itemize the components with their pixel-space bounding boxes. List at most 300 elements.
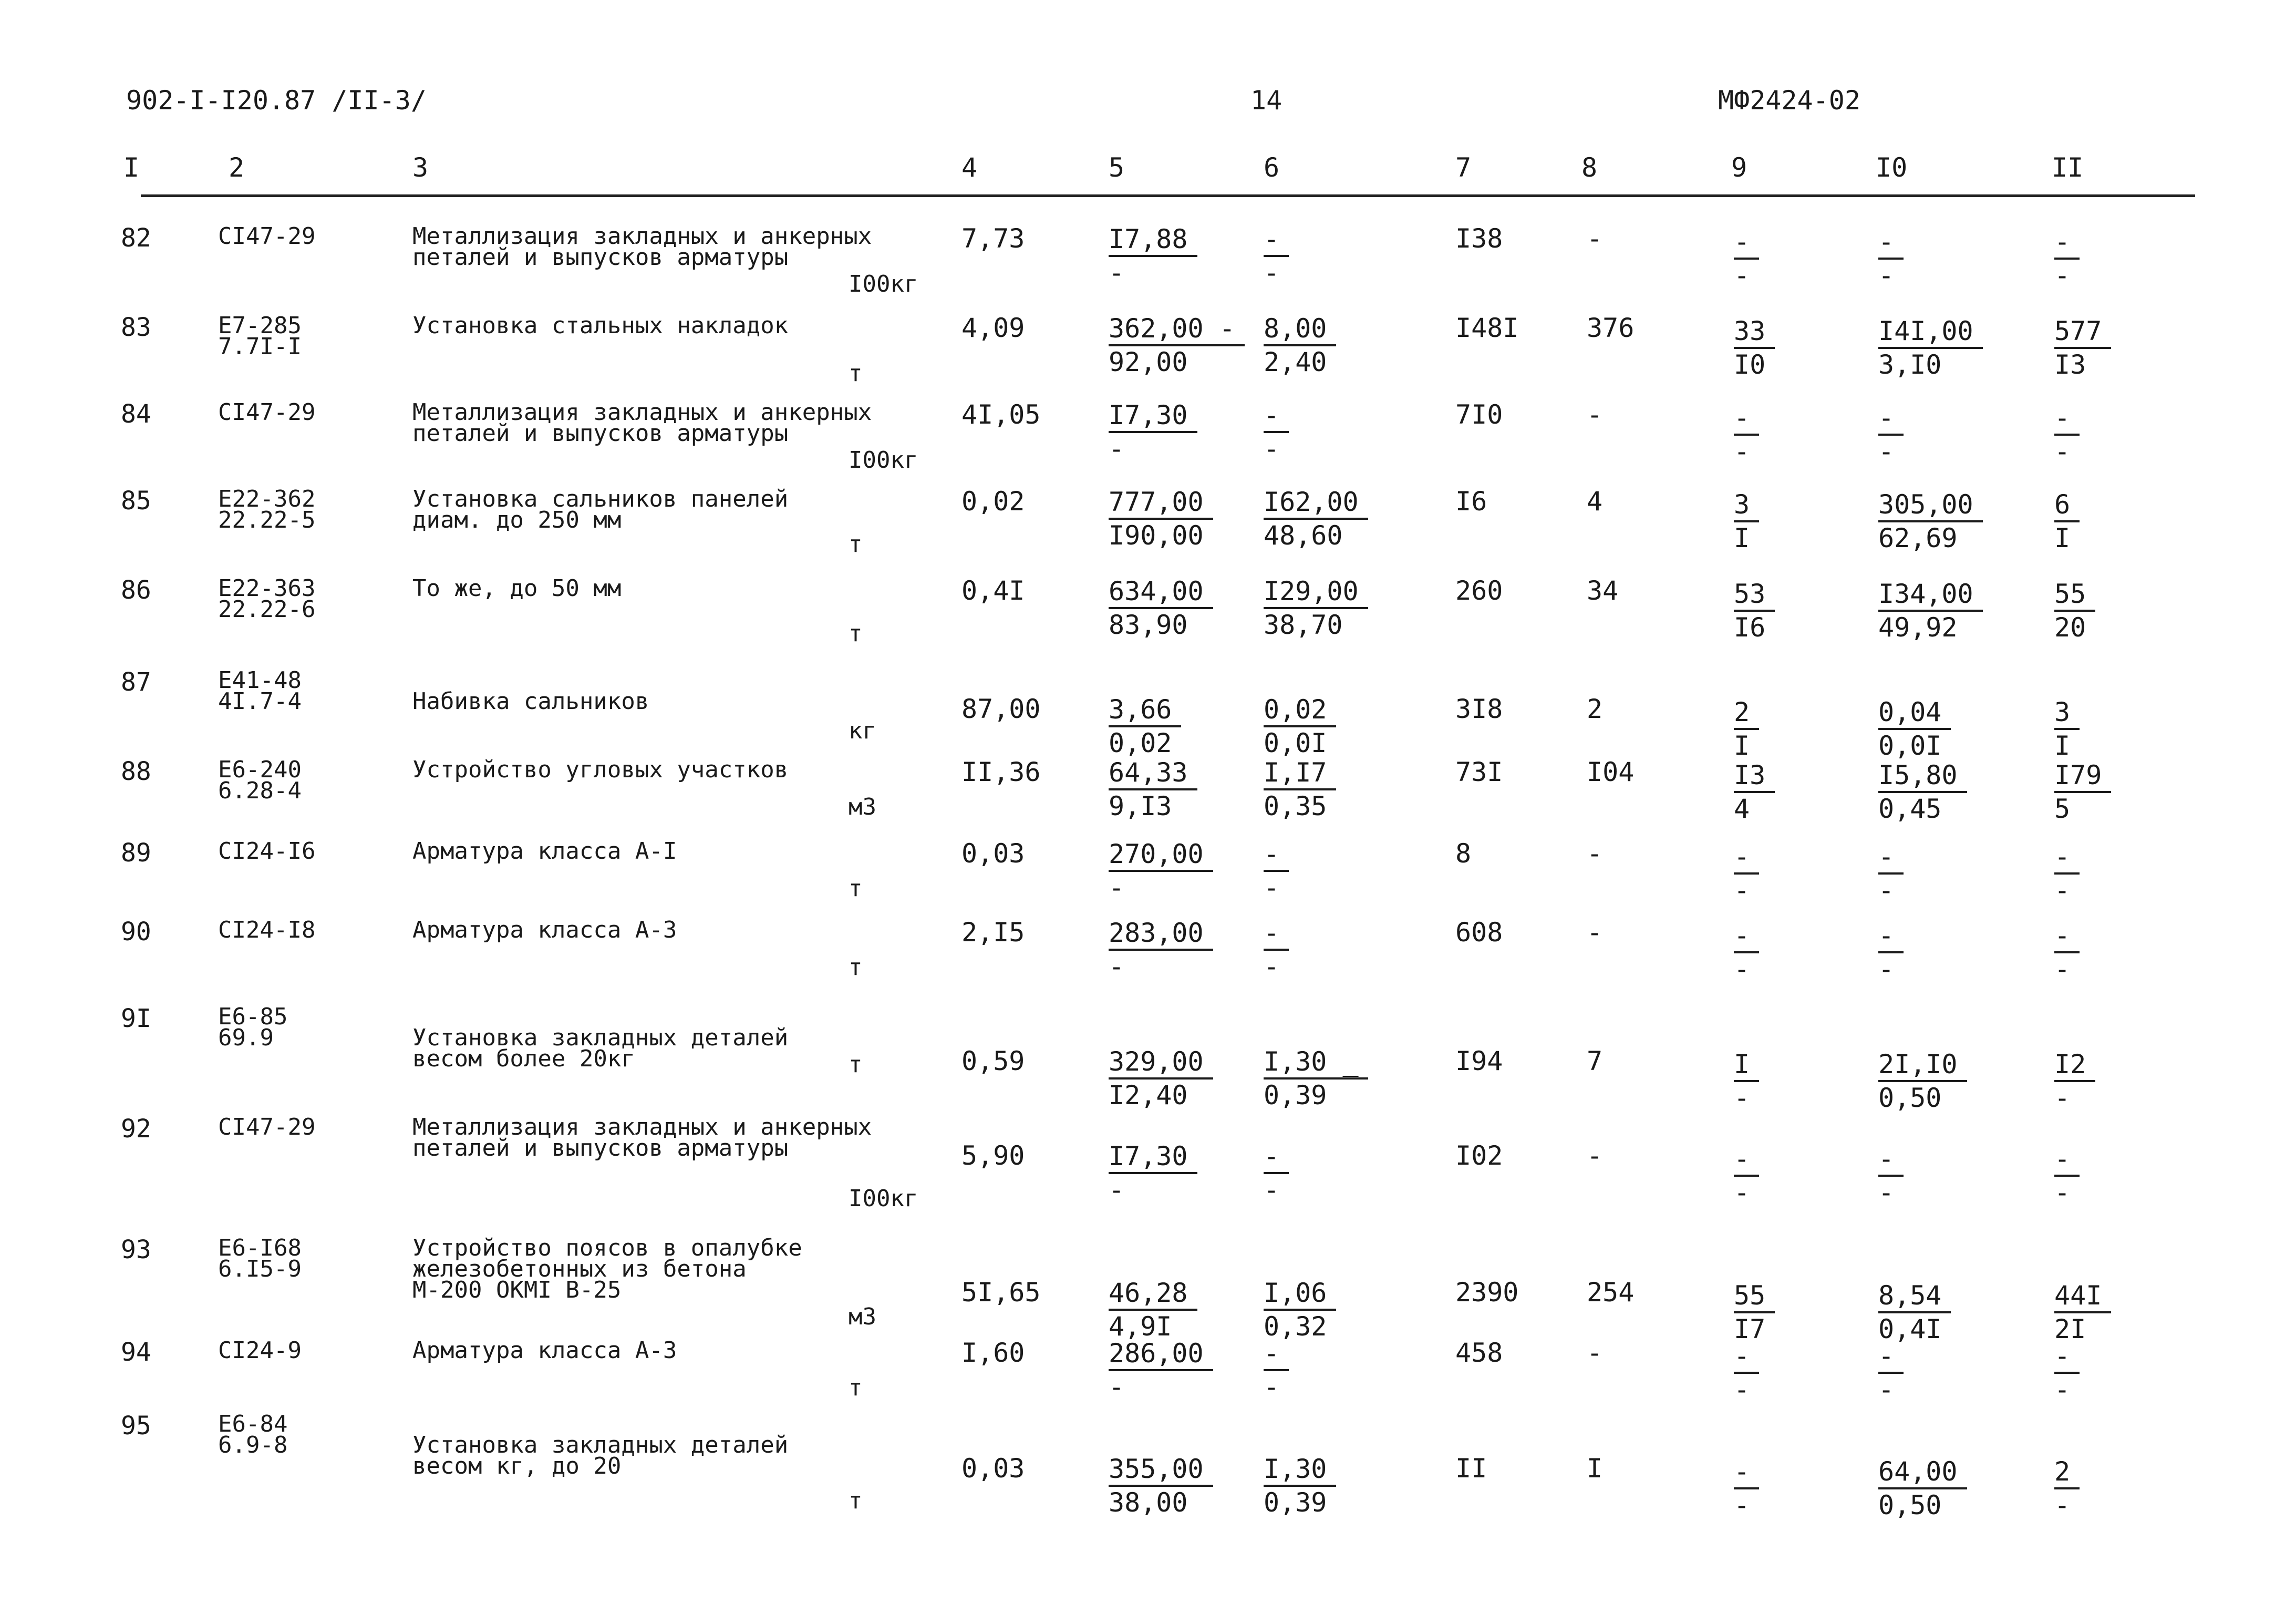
machine-cost-bottom: - xyxy=(1734,260,1750,291)
row-number: 87 xyxy=(121,667,151,697)
work-description xyxy=(412,399,872,447)
machine-cost xyxy=(1734,1456,1759,1521)
total-cost: I02 xyxy=(1455,1140,1503,1171)
item-code-line: E22-362 xyxy=(218,486,316,512)
wages-total: I xyxy=(1587,1453,1603,1484)
unit-cost-bottom: - xyxy=(1109,951,1125,982)
material-cost-top: 64,00 xyxy=(1878,1456,1967,1489)
unit-cost-top: 777,00 xyxy=(1109,486,1213,520)
total-cost: II xyxy=(1455,1453,1487,1484)
item-code-line: 22.22-5 xyxy=(218,507,316,533)
overhead-cost xyxy=(2054,1456,2080,1521)
material-cost-top: - xyxy=(1878,841,1904,875)
row-number: 95 xyxy=(121,1411,151,1441)
labor-cost xyxy=(1264,575,1368,641)
col-header-5: 5 xyxy=(1109,152,1125,183)
machine-cost xyxy=(1734,1280,1775,1345)
work-description-line: весом кг, до 20 xyxy=(412,1453,622,1479)
unit-of-measure: т xyxy=(849,360,863,387)
work-description xyxy=(412,486,789,533)
unit-cost-top: 3,66 xyxy=(1109,694,1181,727)
labor-cost xyxy=(1264,694,1336,759)
machine-cost-bottom: - xyxy=(1734,1177,1750,1208)
total-cost: 260 xyxy=(1455,575,1503,606)
material-cost xyxy=(1878,489,1983,554)
overhead-cost-top: 3 xyxy=(2054,696,2080,730)
machine-cost xyxy=(1734,578,1775,643)
item-code-line: E6-84 xyxy=(218,1411,288,1437)
overhead-cost-bottom: I xyxy=(2054,731,2071,761)
item-code-line: E6-85 xyxy=(218,1003,288,1030)
machine-cost xyxy=(1734,920,1759,985)
labor-cost-top: 0,02 xyxy=(1264,694,1336,727)
work-description-line: Устройство угловых участков xyxy=(412,756,789,783)
machine-cost-top: - xyxy=(1734,402,1759,436)
col-header-4: 4 xyxy=(961,152,978,183)
unit-cost-top: 286,00 xyxy=(1109,1338,1213,1371)
unit-of-measure: I00кг xyxy=(849,1185,918,1212)
material-cost-top: 8,54 xyxy=(1878,1280,1951,1313)
wages-total: - xyxy=(1587,399,1603,430)
unit-cost-bottom: - xyxy=(1109,434,1125,464)
work-description-line: петалей и выпусков арматуры xyxy=(412,1135,789,1161)
machine-cost-bottom: 4 xyxy=(1734,794,1750,824)
overhead-cost xyxy=(2054,1143,2080,1208)
work-description-line: Арматура класса А-3 xyxy=(412,917,677,943)
overhead-cost-bottom: I3 xyxy=(2054,349,2086,380)
total-cost: 73I xyxy=(1455,757,1503,787)
material-cost xyxy=(1878,920,1904,985)
total-cost: 2390 xyxy=(1455,1277,1519,1308)
wages-total: - xyxy=(1587,1140,1603,1171)
labor-cost-bottom: 0,39 xyxy=(1264,1080,1327,1111)
work-description-line: М-200 ОКМI В-25 xyxy=(412,1277,622,1303)
unit-cost-bottom: 9,I3 xyxy=(1109,791,1172,821)
item-code-line: E6-I68 xyxy=(218,1235,302,1261)
labor-cost-bottom: - xyxy=(1264,1175,1280,1205)
material-cost-bottom: - xyxy=(1878,436,1895,467)
overhead-cost-top: - xyxy=(2054,1143,2080,1177)
overhead-cost xyxy=(2054,226,2080,291)
material-cost-top: - xyxy=(1878,402,1904,436)
item-code-line: CI24-I8 xyxy=(218,917,316,943)
unit-cost-top: 362,00 - xyxy=(1109,313,1245,346)
overhead-cost-bottom: - xyxy=(2054,1374,2071,1405)
unit-cost xyxy=(1109,1338,1213,1403)
work-description-line: Устройство поясов в опалубке xyxy=(412,1235,802,1261)
machine-cost-bottom: I xyxy=(1734,731,1750,761)
labor-cost-bottom: - xyxy=(1264,1372,1280,1402)
wages-total: - xyxy=(1587,1338,1603,1368)
item-code xyxy=(218,575,316,623)
row-number: 90 xyxy=(121,917,151,947)
work-description xyxy=(412,223,872,271)
overhead-cost-bottom: I xyxy=(2054,523,2071,553)
unit-of-measure: т xyxy=(849,954,863,981)
labor-cost-top: I,06 xyxy=(1264,1277,1336,1311)
unit-of-measure: т xyxy=(849,531,863,558)
unit-of-measure: м3 xyxy=(849,1303,876,1330)
unit-cost-bottom: 92,00 xyxy=(1109,347,1188,377)
material-cost xyxy=(1878,1456,1967,1521)
sheet-code: МФ2424-02 xyxy=(1718,85,1860,116)
wages-total: 34 xyxy=(1587,575,1619,606)
total-cost: 458 xyxy=(1455,1338,1503,1368)
material-cost-bottom: - xyxy=(1878,1177,1895,1208)
unit-cost xyxy=(1109,694,1181,759)
wages-total: - xyxy=(1587,917,1603,948)
row-number: 82 xyxy=(121,223,151,253)
machine-cost-top: 33 xyxy=(1734,315,1775,349)
material-cost-top: I5,80 xyxy=(1878,759,1967,793)
unit-cost xyxy=(1109,223,1197,289)
material-cost-bottom: 0,50 xyxy=(1878,1490,1942,1520)
labor-cost-top: I29,00 xyxy=(1264,575,1368,609)
labor-cost-bottom: 0,32 xyxy=(1264,1311,1327,1342)
col-header-2: 2 xyxy=(229,152,245,183)
unit-of-measure: I00кг xyxy=(849,271,918,297)
item-code-line: E22-363 xyxy=(218,575,316,602)
overhead-cost xyxy=(2054,841,2080,906)
material-cost xyxy=(1878,696,1951,762)
material-cost-bottom: 0,50 xyxy=(1878,1083,1942,1113)
material-cost-bottom: - xyxy=(1878,954,1895,984)
material-cost-bottom: 0,4I xyxy=(1878,1314,1942,1344)
labor-cost xyxy=(1264,223,1289,289)
machine-cost-bottom: - xyxy=(1734,1083,1750,1113)
labor-cost xyxy=(1264,313,1336,378)
overhead-cost-bottom: - xyxy=(2054,260,2071,291)
material-cost-top: I34,00 xyxy=(1878,578,1983,612)
quantity: 0,02 xyxy=(961,486,1025,517)
col-header-11: II xyxy=(2052,152,2084,183)
unit-of-measure: т xyxy=(849,1487,863,1514)
total-cost: I38 xyxy=(1455,223,1503,254)
labor-cost-top: I62,00 xyxy=(1264,486,1368,520)
work-description-line: Арматура класса А-3 xyxy=(412,1337,677,1364)
wages-total: 376 xyxy=(1587,313,1635,343)
wages-total: - xyxy=(1587,838,1603,869)
labor-cost-bottom: 0,35 xyxy=(1264,791,1327,821)
work-description xyxy=(412,312,789,339)
unit-cost-bottom: - xyxy=(1109,1175,1125,1205)
machine-cost-top: - xyxy=(1734,1340,1759,1374)
item-code xyxy=(218,1114,316,1140)
work-description xyxy=(412,917,677,943)
machine-cost-top: - xyxy=(1734,841,1759,875)
item-code-line: 22.22-6 xyxy=(218,596,316,623)
row-number: 84 xyxy=(121,399,151,429)
unit-cost-top: 46,28 xyxy=(1109,1277,1197,1311)
overhead-cost-top: I79 xyxy=(2054,759,2111,793)
item-code-line: E41-48 xyxy=(218,667,302,694)
total-cost: 8 xyxy=(1455,838,1472,869)
labor-cost xyxy=(1264,399,1289,465)
machine-cost-top: - xyxy=(1734,920,1759,953)
item-code xyxy=(218,1337,302,1364)
total-cost: 7I0 xyxy=(1455,399,1503,430)
row-number: 88 xyxy=(121,757,151,786)
work-description-line: Металлизация закладных и анкерных xyxy=(412,1114,872,1140)
item-code-line: 6.I5-9 xyxy=(218,1256,302,1282)
quantity: 5,90 xyxy=(961,1140,1025,1171)
labor-cost-bottom: - xyxy=(1264,872,1280,903)
quantity: 0,03 xyxy=(961,838,1025,869)
machine-cost xyxy=(1734,489,1759,554)
item-code-line: 6.9-8 xyxy=(218,1432,288,1458)
material-cost-top: - xyxy=(1878,226,1904,260)
machine-cost-top: - xyxy=(1734,1143,1759,1177)
quantity: I,60 xyxy=(961,1338,1025,1368)
work-description xyxy=(412,1432,789,1479)
overhead-cost-bottom: - xyxy=(2054,1177,2071,1208)
wages-total: I04 xyxy=(1587,757,1635,787)
row-number: 9I xyxy=(121,1004,151,1033)
machine-cost-top: 55 xyxy=(1734,1280,1775,1313)
labor-cost-bottom: 48,60 xyxy=(1264,520,1343,551)
overhead-cost xyxy=(2054,696,2080,762)
material-cost-top: 305,00 xyxy=(1878,489,1983,522)
unit-cost xyxy=(1109,1140,1197,1206)
item-code xyxy=(218,756,302,804)
row-number: 93 xyxy=(121,1235,151,1265)
item-code xyxy=(218,399,316,426)
col-header-10: I0 xyxy=(1876,152,1908,183)
unit-cost-top: 355,00 xyxy=(1109,1453,1213,1487)
total-cost: I48I xyxy=(1455,313,1519,343)
item-code-line: 69.9 xyxy=(218,1024,274,1051)
material-cost xyxy=(1878,402,1904,467)
col-header-1: I xyxy=(123,152,140,183)
overhead-cost xyxy=(2054,920,2080,985)
labor-cost-bottom: 2,40 xyxy=(1264,347,1327,377)
item-code xyxy=(218,838,316,865)
quantity: 87,00 xyxy=(961,694,1041,724)
overhead-cost-bottom: 2I xyxy=(2054,1314,2086,1344)
work-description xyxy=(412,1235,802,1303)
unit-cost-top: 270,00 xyxy=(1109,838,1213,872)
labor-cost-top: - xyxy=(1264,399,1289,433)
work-description xyxy=(412,1337,677,1364)
item-code xyxy=(218,223,316,250)
overhead-cost-top: 2 xyxy=(2054,1456,2080,1489)
unit-cost-bottom: - xyxy=(1109,258,1125,288)
labor-cost-bottom: 38,70 xyxy=(1264,610,1343,640)
material-cost-bottom: - xyxy=(1878,1374,1895,1405)
material-cost-top: - xyxy=(1878,1340,1904,1374)
work-description-line: Установка сальников панелей xyxy=(412,486,789,512)
labor-cost xyxy=(1264,486,1368,551)
work-description xyxy=(412,1114,872,1161)
unit-cost xyxy=(1109,917,1213,982)
wages-total: 254 xyxy=(1587,1277,1635,1308)
item-code-line: 4I.7-4 xyxy=(218,688,302,715)
overhead-cost-top: 55 xyxy=(2054,578,2095,612)
quantity: 7,73 xyxy=(961,223,1025,254)
overhead-cost-top: 577 xyxy=(2054,315,2111,349)
labor-cost xyxy=(1264,1277,1336,1342)
machine-cost-top: - xyxy=(1734,1456,1759,1489)
labor-cost-top: I,I7 xyxy=(1264,757,1336,790)
col-header-9: 9 xyxy=(1731,152,1747,183)
item-code-line: CI24-9 xyxy=(218,1337,302,1364)
wages-total: 2 xyxy=(1587,694,1603,724)
wages-total: 7 xyxy=(1587,1046,1603,1076)
overhead-cost-top: - xyxy=(2054,1340,2080,1374)
machine-cost-bottom: I xyxy=(1734,523,1750,553)
material-cost xyxy=(1878,1280,1951,1345)
unit-of-measure: м3 xyxy=(849,794,876,820)
labor-cost xyxy=(1264,1338,1289,1403)
col-header-7: 7 xyxy=(1455,152,1472,183)
material-cost-top: I4I,00 xyxy=(1878,315,1983,349)
labor-cost-bottom: - xyxy=(1264,951,1280,982)
overhead-cost xyxy=(2054,1280,2111,1345)
overhead-cost-bottom: - xyxy=(2054,875,2071,906)
unit-cost-bottom: 0,02 xyxy=(1109,728,1172,758)
col-header-8: 8 xyxy=(1581,152,1598,183)
labor-cost-top: I,30 xyxy=(1264,1453,1336,1487)
machine-cost-top: 3 xyxy=(1734,489,1759,522)
item-code xyxy=(218,486,316,533)
unit-cost xyxy=(1109,838,1213,903)
machine-cost-top: I xyxy=(1734,1048,1759,1082)
item-code-line: CI24-I6 xyxy=(218,838,316,865)
machine-cost-top: 2 xyxy=(1734,696,1759,730)
work-description-line: железобетонных из бетона xyxy=(412,1256,747,1282)
overhead-cost-top: - xyxy=(2054,841,2080,875)
work-description-line: петалей и выпусков арматуры xyxy=(412,244,789,271)
machine-cost-bottom: I6 xyxy=(1734,612,1766,643)
work-description-line: Металлизация закладных и анкерных xyxy=(412,223,872,250)
machine-cost xyxy=(1734,315,1775,381)
machine-cost xyxy=(1734,1143,1759,1208)
item-code xyxy=(218,1003,288,1051)
quantity: 4,09 xyxy=(961,313,1025,343)
material-cost xyxy=(1878,1048,1967,1114)
total-cost: I6 xyxy=(1455,486,1487,517)
page-number: 14 xyxy=(1250,85,1283,116)
work-description-line: Арматура класса А-I xyxy=(412,838,677,865)
machine-cost xyxy=(1734,759,1775,825)
labor-cost-top: - xyxy=(1264,838,1289,872)
unit-cost-bottom: - xyxy=(1109,872,1125,903)
overhead-cost xyxy=(2054,1340,2080,1405)
unit-of-measure: т xyxy=(849,620,863,647)
machine-cost-top: 53 xyxy=(1734,578,1775,612)
overhead-cost-top: - xyxy=(2054,920,2080,953)
overhead-cost-bottom: 5 xyxy=(2054,794,2071,824)
work-description-line: весом более 20кг xyxy=(412,1045,635,1072)
overhead-cost-top: - xyxy=(2054,226,2080,260)
unit-of-measure: кг xyxy=(849,717,876,744)
overhead-cost-bottom: - xyxy=(2054,436,2071,467)
unit-cost-bottom: 4,9I xyxy=(1109,1311,1172,1342)
material-cost-bottom: 49,92 xyxy=(1878,612,1958,643)
material-cost-bottom: 0,0I xyxy=(1878,731,1942,761)
labor-cost-bottom: 0,0I xyxy=(1264,728,1327,758)
item-code-line: CI47-29 xyxy=(218,399,316,426)
total-cost: 608 xyxy=(1455,917,1503,948)
row-number: 89 xyxy=(121,838,151,868)
labor-cost-top: 8,00 xyxy=(1264,313,1336,346)
item-code xyxy=(218,1235,302,1282)
machine-cost-bottom: I7 xyxy=(1734,1314,1766,1344)
machine-cost-bottom: - xyxy=(1734,436,1750,467)
material-cost xyxy=(1878,1143,1904,1208)
labor-cost-top: - xyxy=(1264,223,1289,257)
labor-cost-top: - xyxy=(1264,917,1289,951)
machine-cost xyxy=(1734,1048,1759,1114)
unit-cost xyxy=(1109,486,1213,551)
labor-cost xyxy=(1264,917,1289,982)
material-cost-top: - xyxy=(1878,1143,1904,1177)
row-number: 92 xyxy=(121,1114,151,1144)
unit-cost-bottom: 83,90 xyxy=(1109,610,1188,640)
item-code-line: 7.7I-I xyxy=(218,333,302,360)
overhead-cost xyxy=(2054,759,2111,825)
work-description xyxy=(412,688,649,715)
item-code-line: E7-285 xyxy=(218,312,302,339)
material-cost-bottom: - xyxy=(1878,875,1895,906)
labor-cost xyxy=(1264,1453,1336,1518)
work-description xyxy=(412,756,789,783)
quantity: 5I,65 xyxy=(961,1277,1041,1308)
quantity: 0,03 xyxy=(961,1453,1025,1484)
overhead-cost-bottom: - xyxy=(2054,1083,2071,1113)
item-code-line: 6.28-4 xyxy=(218,777,302,804)
wages-total: 4 xyxy=(1587,486,1603,517)
unit-cost-top: 634,00 xyxy=(1109,575,1213,609)
labor-cost-top: I,30 _ xyxy=(1264,1046,1368,1080)
material-cost xyxy=(1878,841,1904,906)
total-cost: 3I8 xyxy=(1455,694,1503,724)
total-cost: I94 xyxy=(1455,1046,1503,1076)
material-cost xyxy=(1878,315,1983,381)
document-code: 902-I-I20.87 /II-3/ xyxy=(126,85,427,116)
machine-cost xyxy=(1734,226,1759,291)
item-code-line: CI47-29 xyxy=(218,1114,316,1140)
overhead-cost-bottom: - xyxy=(2054,954,2071,984)
work-description-line: Набивка сальников xyxy=(412,688,649,715)
material-cost xyxy=(1878,759,1967,825)
machine-cost xyxy=(1734,841,1759,906)
item-code xyxy=(218,917,316,943)
work-description-line: То же, до 50 мм xyxy=(412,575,622,602)
labor-cost-bottom: 0,39 xyxy=(1264,1487,1327,1518)
unit-cost xyxy=(1109,575,1213,641)
labor-cost xyxy=(1264,757,1336,822)
material-cost xyxy=(1878,226,1904,291)
unit-of-measure: т xyxy=(849,875,863,902)
unit-cost-top: I7,30 xyxy=(1109,399,1197,433)
wages-total: - xyxy=(1587,223,1603,254)
labor-cost xyxy=(1264,838,1289,903)
work-description xyxy=(412,1024,789,1072)
work-description-line: петалей и выпусков арматуры xyxy=(412,420,789,447)
col-header-6: 6 xyxy=(1264,152,1280,183)
overhead-cost-top: 44I xyxy=(2054,1280,2111,1313)
machine-cost xyxy=(1734,696,1759,762)
overhead-cost-top: I2 xyxy=(2054,1048,2095,1082)
quantity: 0,4I xyxy=(961,575,1025,606)
overhead-cost-top: - xyxy=(2054,402,2080,436)
unit-cost xyxy=(1109,1277,1197,1342)
work-description-line: Установка закладных деталей xyxy=(412,1024,789,1051)
material-cost-bottom: 0,45 xyxy=(1878,794,1942,824)
unit-cost-bottom: I2,40 xyxy=(1109,1080,1188,1111)
item-code xyxy=(218,667,302,715)
